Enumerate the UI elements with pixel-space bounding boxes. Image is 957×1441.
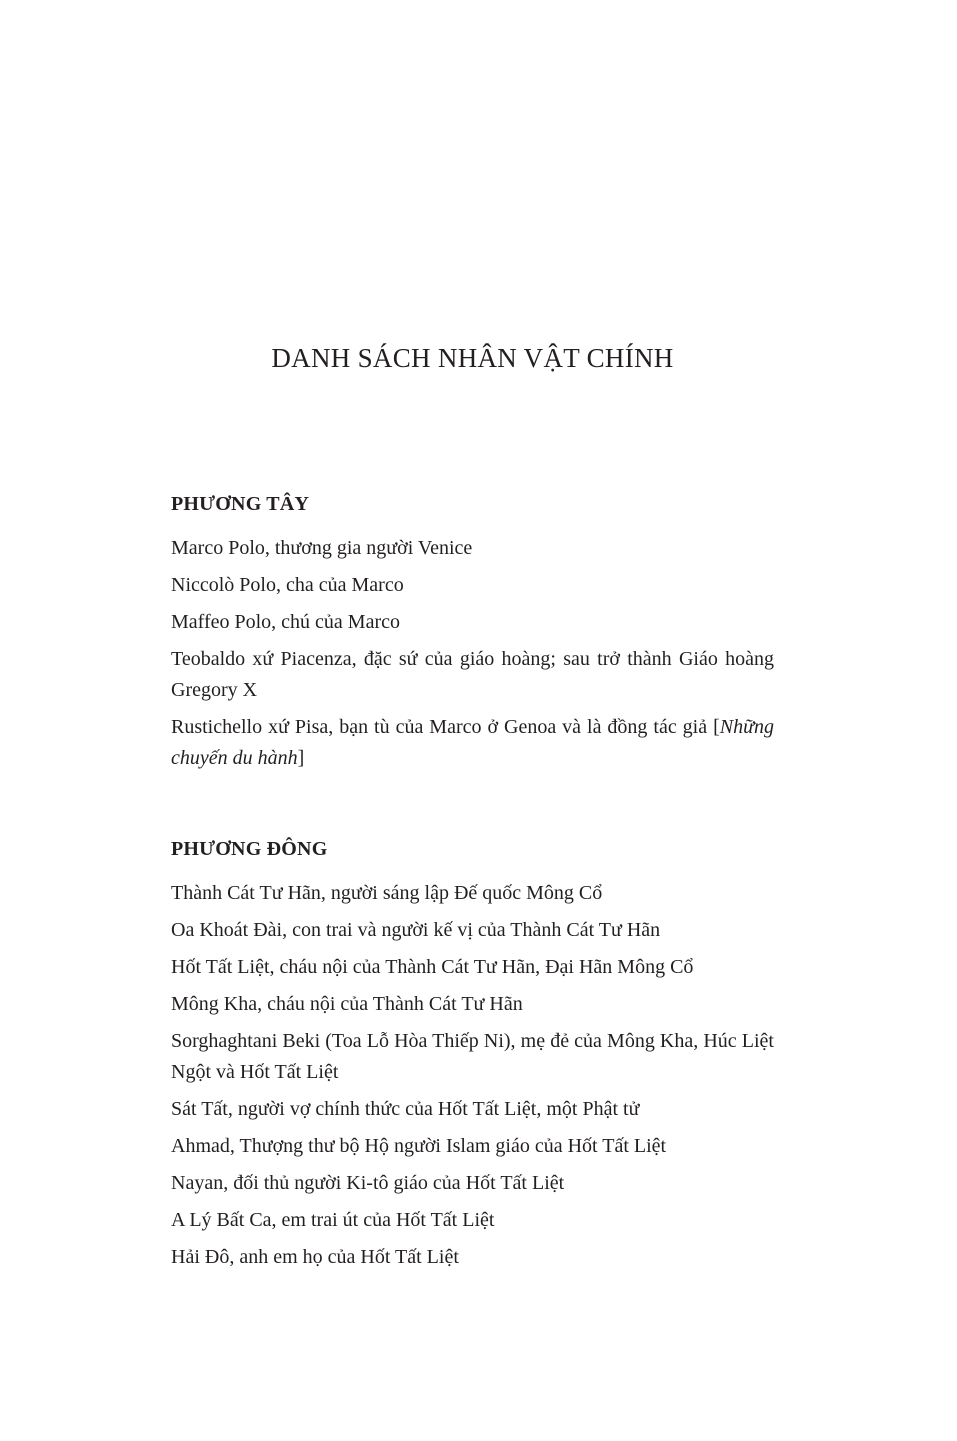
character-entry-text: Rustichello xứ Pisa, bạn tù của Marco ở Genoa và là đồng tác giả bbox=[171, 716, 708, 738]
character-list-east bbox=[171, 878, 774, 1273]
book-title-italic: Những chuyến du hành bbox=[171, 716, 775, 769]
character-entry: Niccolò Polo, cha của Marco bbox=[171, 574, 404, 596]
character-entry: Mông Kha, cháu nội của Thành Cát Tư Hãn bbox=[171, 993, 523, 1015]
section-east bbox=[171, 835, 774, 1279]
character-entry bbox=[171, 712, 774, 774]
character-entry: Sát Tất, người vợ chính thức của Hốt Tất Liệt, một Phật tử bbox=[171, 1098, 640, 1120]
character-entry: Teobaldo xứ Piacenza, đặc sứ của giáo hoàng; sau trở thành Giáo hoàng Gregory X bbox=[171, 648, 774, 701]
bracket-open: [ bbox=[713, 716, 720, 738]
character-entry: Ahmad, Thượng thư bộ Hộ người Islam giáo của Hốt Tất Liệt bbox=[171, 1135, 667, 1157]
character-entry: Hải Đô, anh em họ của Hốt Tất Liệt bbox=[171, 1246, 459, 1268]
character-entry: Maffeo Polo, chú của Marco bbox=[171, 611, 401, 633]
character-entry: Marco Polo, thương gia người Venice bbox=[171, 537, 473, 559]
section-heading-east: PHƯƠNG ĐÔNG bbox=[171, 838, 328, 860]
character-entry: Sorghaghtani Beki (Toa Lỗ Hòa Thiếp Ni), mẹ đẻ của Mông Kha, Húc Liệt Ngột và Hốt Tất Liệt bbox=[171, 1030, 774, 1083]
character-entry: A Lý Bất Ca, em trai út của Hốt Tất Liệt bbox=[171, 1209, 495, 1231]
character-entry: Nayan, đối thủ người Ki-tô giáo của Hốt Tất Liệt bbox=[171, 1172, 565, 1194]
section-heading-west: PHƯƠNG TÂY bbox=[171, 493, 310, 515]
section-west bbox=[171, 490, 774, 780]
page-title: DANH SÁCH NHÂN VẬT CHÍNH bbox=[271, 343, 674, 373]
character-entry: Hốt Tất Liệt, cháu nội của Thành Cát Tư Hãn, Đại Hãn Mông Cổ bbox=[171, 956, 694, 978]
bracket-close: ] bbox=[297, 747, 305, 769]
character-entry: Thành Cát Tư Hãn, người sáng lập Đế quốc Mông Cổ bbox=[171, 882, 603, 904]
character-list-west bbox=[171, 533, 774, 774]
character-entry: Oa Khoát Đài, con trai và người kế vị của Thành Cát Tư Hãn bbox=[171, 919, 661, 941]
